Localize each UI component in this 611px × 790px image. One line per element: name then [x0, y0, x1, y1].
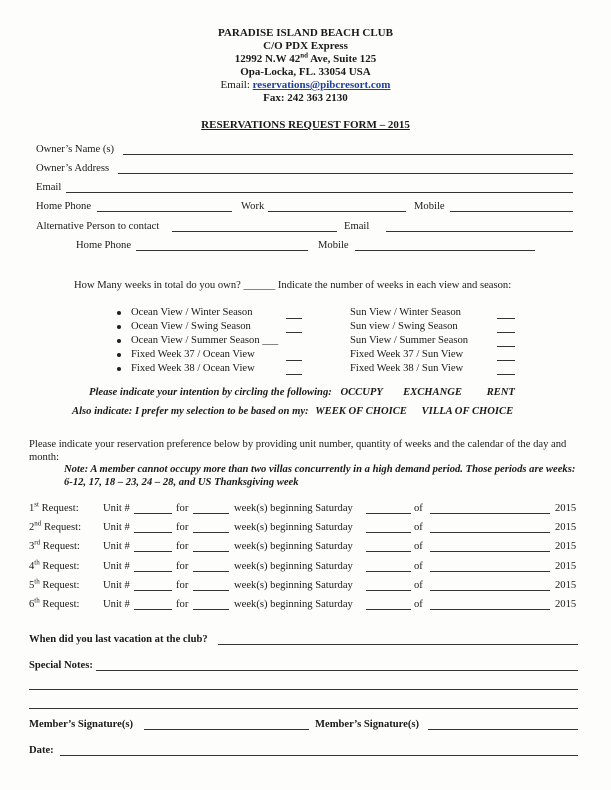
owner-address-label: Owner’s Address [36, 163, 110, 174]
year-label: 2015 [555, 580, 577, 591]
weeks-question: How Many weeks in total do you own? ______ Indicate the number of weeks in each view and season: [74, 280, 512, 291]
unit-number-field[interactable] [134, 609, 172, 610]
bullet-icon [117, 311, 121, 315]
bullet-icon [117, 367, 121, 371]
day-field[interactable] [366, 551, 411, 552]
month-field[interactable] [430, 590, 550, 591]
request-ordinal: th [34, 596, 40, 605]
option-week-of-choice[interactable]: WEEK OF CHOICE [315, 406, 407, 417]
unit-label: Unit # [103, 503, 130, 514]
weeks-beginning-label: week(s) beginning Saturday [234, 599, 353, 610]
request-number: 1 [29, 503, 35, 514]
week-option: Sun View / Summer Season [350, 335, 469, 346]
of-label: of [414, 561, 423, 572]
request-label [29, 538, 80, 553]
email-label: Email [36, 182, 62, 193]
owner-name-label: Owner’s Name (s) [36, 144, 115, 155]
of-label: of [414, 503, 423, 514]
owner-address-field[interactable] [118, 173, 573, 174]
alt-email-label: Email [344, 221, 370, 232]
week-quantity-field[interactable] [193, 571, 229, 572]
last-vacation-field[interactable] [218, 644, 578, 645]
for-label: for [176, 561, 189, 572]
year-label: 2015 [555, 522, 577, 533]
week-quantity-field[interactable] [193, 590, 229, 591]
week-count-field[interactable] [497, 318, 515, 319]
day-field[interactable] [366, 609, 411, 610]
week-quantity-field[interactable] [193, 532, 229, 533]
email-line [0, 79, 611, 92]
bullet-icon [117, 353, 121, 357]
unit-number-field[interactable] [134, 532, 172, 533]
mobile-label: Mobile [414, 201, 445, 212]
care-of: C/O PDX Express [263, 40, 348, 52]
of-label: of [414, 580, 423, 591]
request-ordinal: st [34, 500, 39, 509]
week-option: Ocean View / Winter Season [131, 307, 253, 318]
special-notes-field[interactable] [29, 689, 578, 690]
month-field[interactable] [430, 609, 550, 610]
request-label [29, 558, 80, 573]
for-label: for [176, 522, 189, 533]
member-signature-field-2[interactable] [428, 729, 578, 730]
request-word: Request: [39, 599, 80, 610]
unit-number-field[interactable] [134, 571, 172, 572]
last-vacation-label: When did you last vacation at the club? [29, 634, 208, 645]
month-field[interactable] [430, 532, 550, 533]
day-field[interactable] [366, 590, 411, 591]
week-option: Fixed Week 37 / Ocean View [131, 349, 255, 360]
unit-label: Unit # [103, 580, 130, 591]
year-label: 2015 [555, 599, 577, 610]
request-ordinal: th [34, 558, 40, 567]
request-ordinal: th [34, 577, 40, 586]
for-label: for [176, 580, 189, 591]
year-label: 2015 [555, 503, 577, 514]
week-count-field[interactable] [286, 374, 302, 375]
street-sup: nd [300, 51, 309, 60]
home-phone-label: Home Phone [36, 201, 92, 212]
weeks-beginning-label: week(s) beginning Saturday [234, 522, 353, 533]
month-field[interactable] [430, 551, 550, 552]
alt-mobile-label: Mobile [318, 240, 349, 251]
request-label [29, 596, 80, 611]
selection-basis-label: Also indicate: I prefer my selection to be based on my: [72, 406, 309, 417]
of-label: of [414, 522, 423, 533]
mobile-field[interactable] [450, 211, 573, 212]
request-label [29, 577, 80, 592]
of-label: of [414, 541, 423, 552]
week-quantity-field[interactable] [193, 609, 229, 610]
request-word: Request: [38, 503, 79, 514]
week-count-field[interactable] [286, 360, 302, 361]
week-count-field[interactable] [286, 318, 302, 319]
street-pre: 12992 N.W 42 [234, 53, 301, 65]
intention-label: Please indicate your intention by circling the following: [89, 387, 332, 398]
date-field[interactable] [60, 755, 578, 756]
option-rent[interactable]: RENT [486, 387, 515, 398]
request-number: 6 [29, 599, 35, 610]
week-count-field[interactable] [497, 374, 515, 375]
alt-person-label: Alternative Person to contact [36, 221, 160, 232]
unit-label: Unit # [103, 522, 130, 533]
month-field[interactable] [430, 571, 550, 572]
alt-home-phone-label: Home Phone [76, 240, 132, 251]
unit-label: Unit # [103, 541, 130, 552]
unit-label: Unit # [103, 561, 130, 572]
occupancy-note: Note: A member cannot occupy more than two villas concurrently in a high demand period. Those periods are weeks: 6-12, 17, 18 – 23, 24 – 28, and US Thanksgiving week [64, 464, 576, 488]
week-option: Fixed Week 38 / Ocean View [131, 363, 255, 374]
request-number: 2 [29, 522, 35, 533]
week-quantity-field[interactable] [193, 513, 229, 514]
request-word: Request: [40, 541, 80, 552]
email-field[interactable] [66, 192, 573, 193]
intention-line [89, 387, 515, 399]
street-post: Ave, Suite 125 [308, 53, 377, 65]
unit-label: Unit # [103, 599, 130, 610]
city-address: Opa-Locka, FL. 33054 USA [240, 66, 371, 78]
request-word: Request: [41, 522, 82, 533]
request-number: 3 [29, 541, 35, 552]
date-label: Date: [29, 745, 54, 756]
day-field[interactable] [366, 532, 411, 533]
special-notes-label: Special Notes: [29, 660, 93, 671]
work-label: Work [241, 201, 265, 212]
work-phone-field[interactable] [268, 211, 406, 212]
year-label: 2015 [555, 541, 577, 552]
home-phone-field[interactable] [97, 211, 232, 212]
request-number: 4 [29, 561, 35, 572]
request-label [29, 500, 79, 515]
week-option: Sun view / Swing Season [350, 321, 458, 332]
selection-basis-line [72, 406, 513, 418]
month-field[interactable] [430, 513, 550, 514]
week-option: Ocean View / Swing Season [131, 321, 251, 332]
weeks-beginning-label: week(s) beginning Saturday [234, 503, 353, 514]
weeks-beginning-label: week(s) beginning Saturday [234, 580, 353, 591]
week-option: Fixed Week 37 / Sun View [350, 349, 464, 360]
unit-number-field[interactable] [134, 513, 172, 514]
preference-instructions: Please indicate your reservation preference below by providing unit number, quantity of weeks and the calendar of the day and month: [29, 439, 567, 463]
member-signature-field-1[interactable] [144, 729, 309, 730]
option-occupy[interactable]: OCCUPY [340, 387, 383, 398]
week-count-field[interactable] [286, 332, 302, 333]
request-word: Request: [39, 580, 80, 591]
unit-number-field[interactable] [134, 551, 172, 552]
alt-home-phone-field[interactable] [136, 250, 308, 251]
for-label: for [176, 599, 189, 610]
alt-email-field[interactable] [386, 231, 573, 232]
request-number: 5 [29, 580, 35, 591]
club-name: PARADISE ISLAND BEACH CLUB [218, 27, 393, 39]
week-count-field[interactable] [497, 360, 515, 361]
member-signature-label-1: Member’s Signature(s) [29, 719, 134, 730]
request-ordinal: rd [34, 538, 41, 547]
year-label: 2015 [555, 561, 577, 572]
special-notes-field[interactable] [29, 708, 578, 709]
owner-name-field[interactable] [123, 154, 573, 155]
option-villa-of-choice[interactable]: VILLA OF CHOICE [421, 406, 514, 417]
fax-line: Fax: 242 363 2130 [263, 92, 348, 104]
week-count-field[interactable] [497, 332, 515, 333]
member-signature-label-2: Member’s Signature(s) [315, 719, 420, 730]
email-link[interactable]: reservations@pibcresort.com [252, 79, 391, 91]
for-label: for [176, 503, 189, 514]
alt-person-field[interactable] [172, 231, 337, 232]
week-option: Fixed Week 38 / Sun View [350, 363, 464, 374]
unit-number-field[interactable] [134, 590, 172, 591]
street-address [0, 53, 611, 66]
week-count-field[interactable] [497, 346, 515, 347]
option-exchange[interactable]: EXCHANGE [403, 387, 462, 398]
alt-mobile-field[interactable] [355, 250, 535, 251]
email-label: Email: [220, 79, 253, 91]
week-option: Ocean View / Summer Season ___ [131, 335, 279, 346]
day-field[interactable] [366, 571, 411, 572]
weeks-beginning-label: week(s) beginning Saturday [234, 541, 353, 552]
form-title: RESERVATIONS REQUEST FORM – 2015 [201, 119, 410, 131]
request-word: Request: [39, 561, 80, 572]
special-notes-field[interactable] [96, 670, 578, 671]
bullet-icon [117, 339, 121, 343]
weeks-beginning-label: week(s) beginning Saturday [234, 561, 353, 572]
of-label: of [414, 599, 423, 610]
bullet-icon [117, 325, 121, 329]
week-option: Sun View / Winter Season [350, 307, 461, 318]
request-ordinal: nd [34, 519, 42, 528]
for-label: for [176, 541, 189, 552]
week-quantity-field[interactable] [193, 551, 229, 552]
request-label [29, 519, 82, 534]
day-field[interactable] [366, 513, 411, 514]
